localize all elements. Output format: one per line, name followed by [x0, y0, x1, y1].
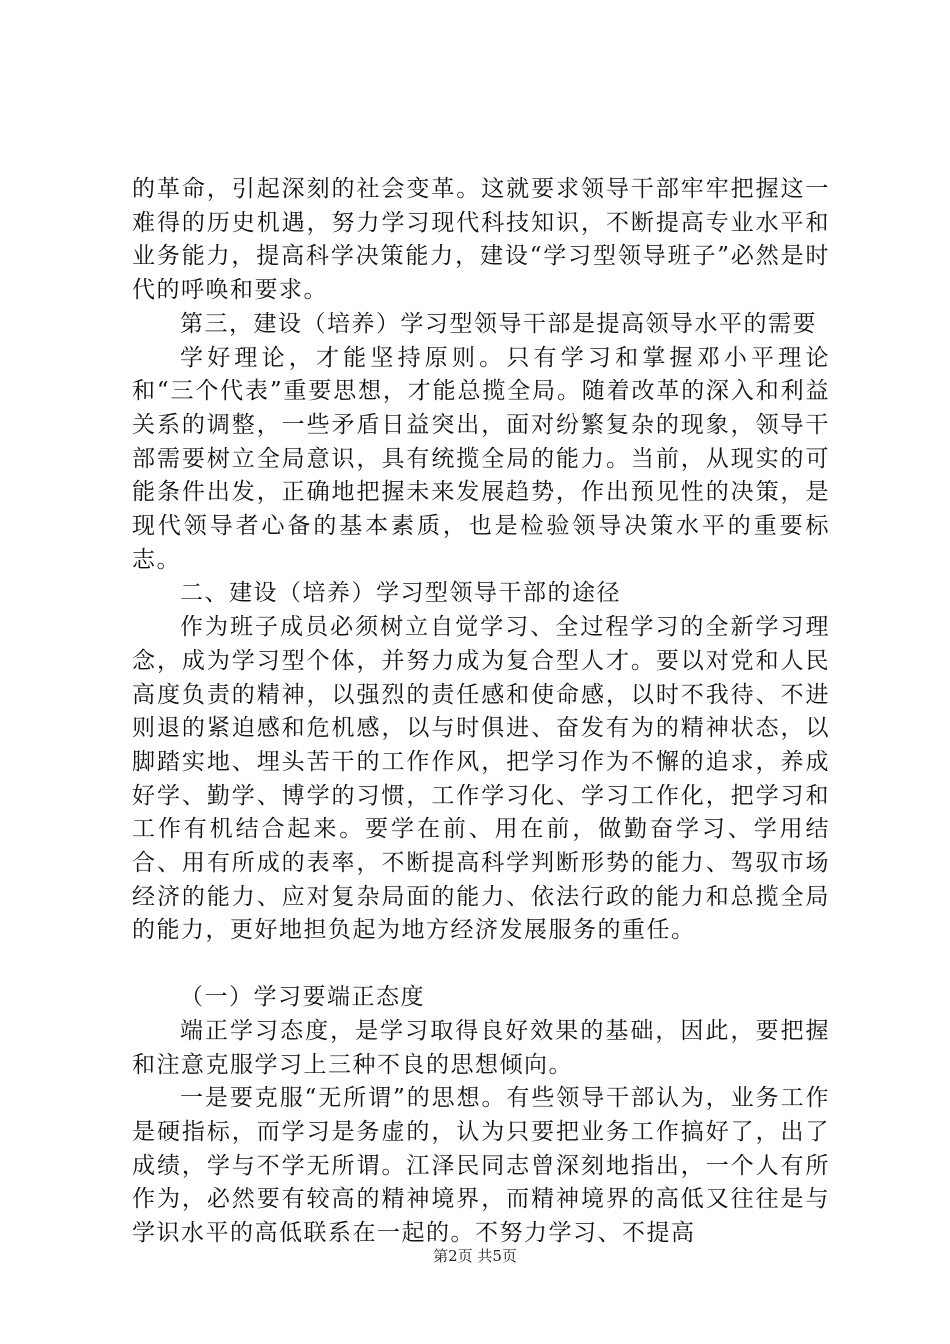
subheading-attitude: （一）学习要端正态度	[180, 984, 425, 1011]
paragraph-spacer	[132, 948, 830, 981]
paragraph-overcome-indifference: 一是要克服“无所谓”的思想。有些领导干部认为，业务工作是硬指标，而学习是务虚的，认为只要把业务工作搞好了，出了成绩，学与不学无所谓。江泽民同志曾深刻地指出，一个人有所作为，必然要有较高的精神境界，而精神境界的高低又往往是与学识水平的高低联系在一起的。不努力学习、不提高	[132, 1085, 830, 1247]
document-body	[132, 173, 830, 1251]
paragraph-point-three-heading: 第三，建设（培养）学习型领导干部是提高领导水平的需要	[180, 310, 817, 337]
page-number-footer: 第2页 共5页	[433, 1247, 517, 1265]
section-heading-approach: 二、建设（培养）学习型领导干部的途径	[180, 580, 621, 607]
paragraph-continuation: 的革命，引起深刻的社会变革。这就要求领导干部牢牢把握这一难得的历史机遇，努力学习现代科技知识，不断提高专业水平和业务能力，提高科学决策能力，建设“学习型领导班子”必然是时代的呼唤和要求。	[132, 176, 830, 304]
paragraph-attitude-intro: 端正学习态度，是学习取得良好效果的基础，因此，要把握和注意克服学习上三种不良的思想倾向。	[132, 1017, 830, 1078]
paragraph-theory-study: 学好理论，才能坚持原则。只有学习和掌握邓小平理论和“三个代表”重要思想，才能总揽全局。随着改革的深入和利益关系的调整，一些矛盾日益突出，面对纷繁复杂的现象，领导干部需要树立全局意识，具有统揽全局的能力。当前，从现实的可能条件出发，正确地把握未来发展趋势，作出预见性的决策，是现代领导者心备的基本素质，也是检验领导决策水平的重要标志。	[132, 344, 830, 573]
paragraph-team-members: 作为班子成员必须树立自觉学习、全过程学习的全新学习理念，成为学习型个体，并努力成为复合型人才。要以对党和人民高度负责的精神，以强烈的责任感和使命感，以时不我待、不进则退的紧迫感和危机感，以与时俱进、奋发有为的精神状态，以脚踏实地、埋头苦干的工作作风，把学习作为不懈的追求，养成好学、勤学、博学的习惯，工作学习化、学习工作化，把学习和工作有机结合起来。要学在前、用在前，做勤奋学习、学用结合、用有所成的表率，不断提高科学判断形势的能力、驾驭市场经济的能力、应对复杂局面的能力、依法行政的能力和总揽全局的能力，更好地担负起为地方经济发展服务的重任。	[132, 614, 830, 944]
